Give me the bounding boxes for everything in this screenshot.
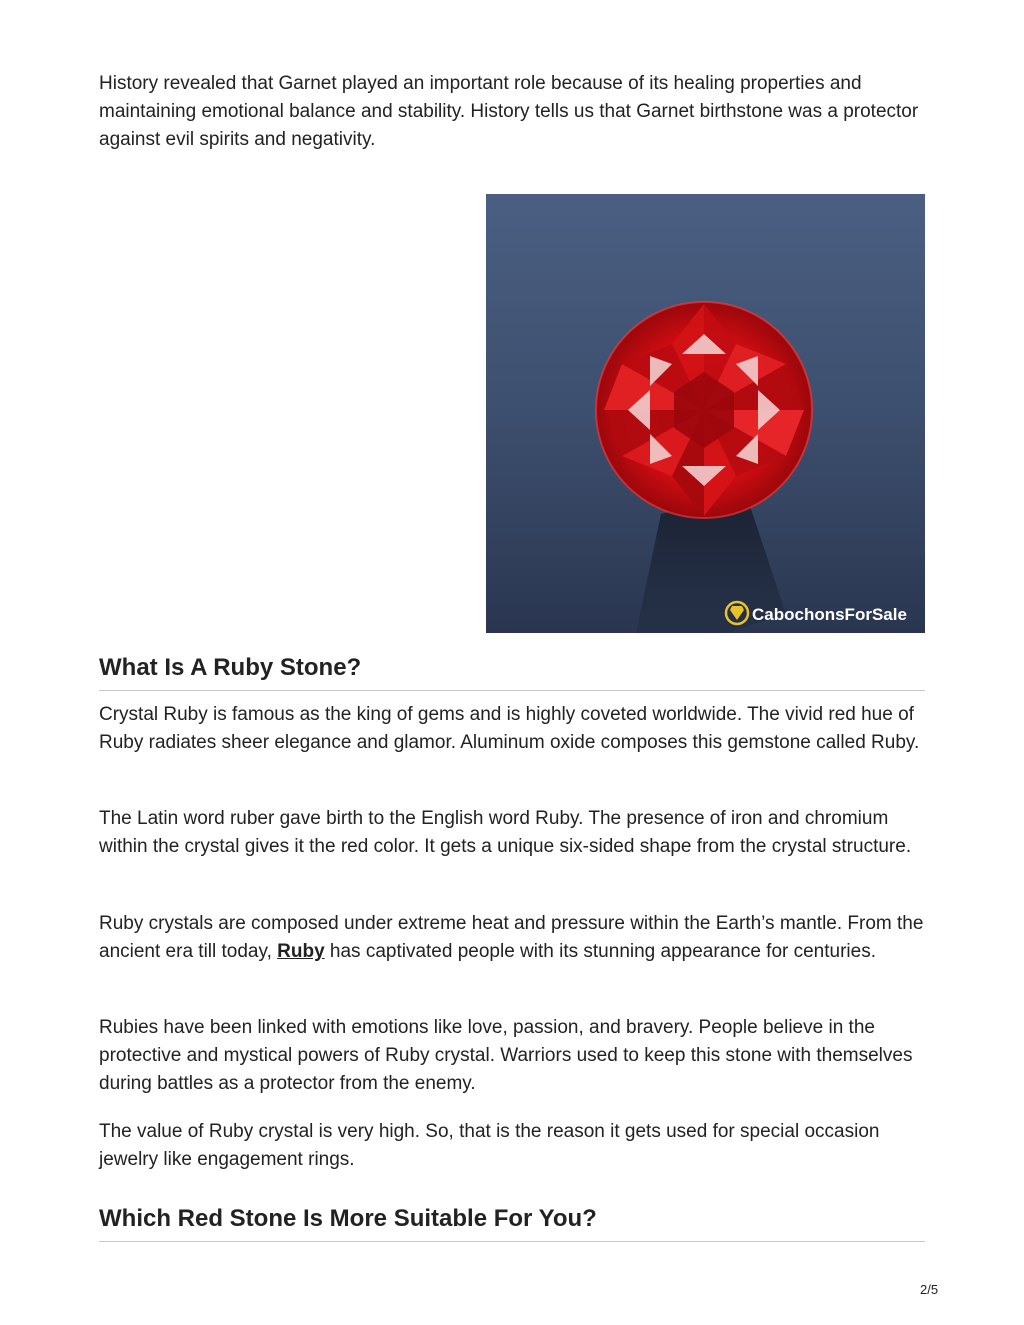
ruby-gem-photo [486, 194, 925, 633]
ruby-paragraph-1: Crystal Ruby is famous as the king of gems and is highly coveted worldwide. The vivid red hue of Ruby radiates sheer elegance and glamor. Aluminum oxide composes this gemstone called Ruby. [99, 704, 920, 753]
ruby-link[interactable]: Ruby [277, 941, 325, 962]
section-heading-ruby: What Is A Ruby Stone? [99, 654, 362, 681]
page-number: 2/5 [920, 1282, 939, 1297]
heading-divider [99, 1241, 925, 1242]
intro-paragraph: History revealed that Garnet played an important role because of its healing properties and maintaining emotional balance and stability. History tells us that Garnet birthstone was a protector against evil spirits and negativity. [99, 73, 919, 150]
ruby-paragraph-4: Rubies have been linked with emotions like love, passion, and bravery. People believe in the protective and mystical powers of Ruby crystal. Warriors used to keep this stone with themselves during battles as a protector from the enemy. [99, 1017, 913, 1094]
ruby-paragraph-2: The Latin word ruber gave birth to the English word Ruby. The presence of iron and chromium within the crystal gives it the red color. It gets a unique six-sided shape from the crystal structure. [99, 808, 912, 857]
section-heading-red-stone: Which Red Stone Is More Suitable For You? [99, 1205, 597, 1232]
ruby-paragraph-3: Ruby crystals are composed under extreme heat and pressure within the Earth’s mantle. From the ancient era till today, Ruby has captivated people with its stunning appearance for centuries. [99, 913, 924, 962]
ruby-paragraph-5: The value of Ruby crystal is very high. So, that is the reason it gets used for special occasion jewelry like engagement rings. [99, 1121, 880, 1170]
heading-divider [99, 690, 925, 691]
watermark-text: CabochonsForSale [752, 605, 907, 624]
